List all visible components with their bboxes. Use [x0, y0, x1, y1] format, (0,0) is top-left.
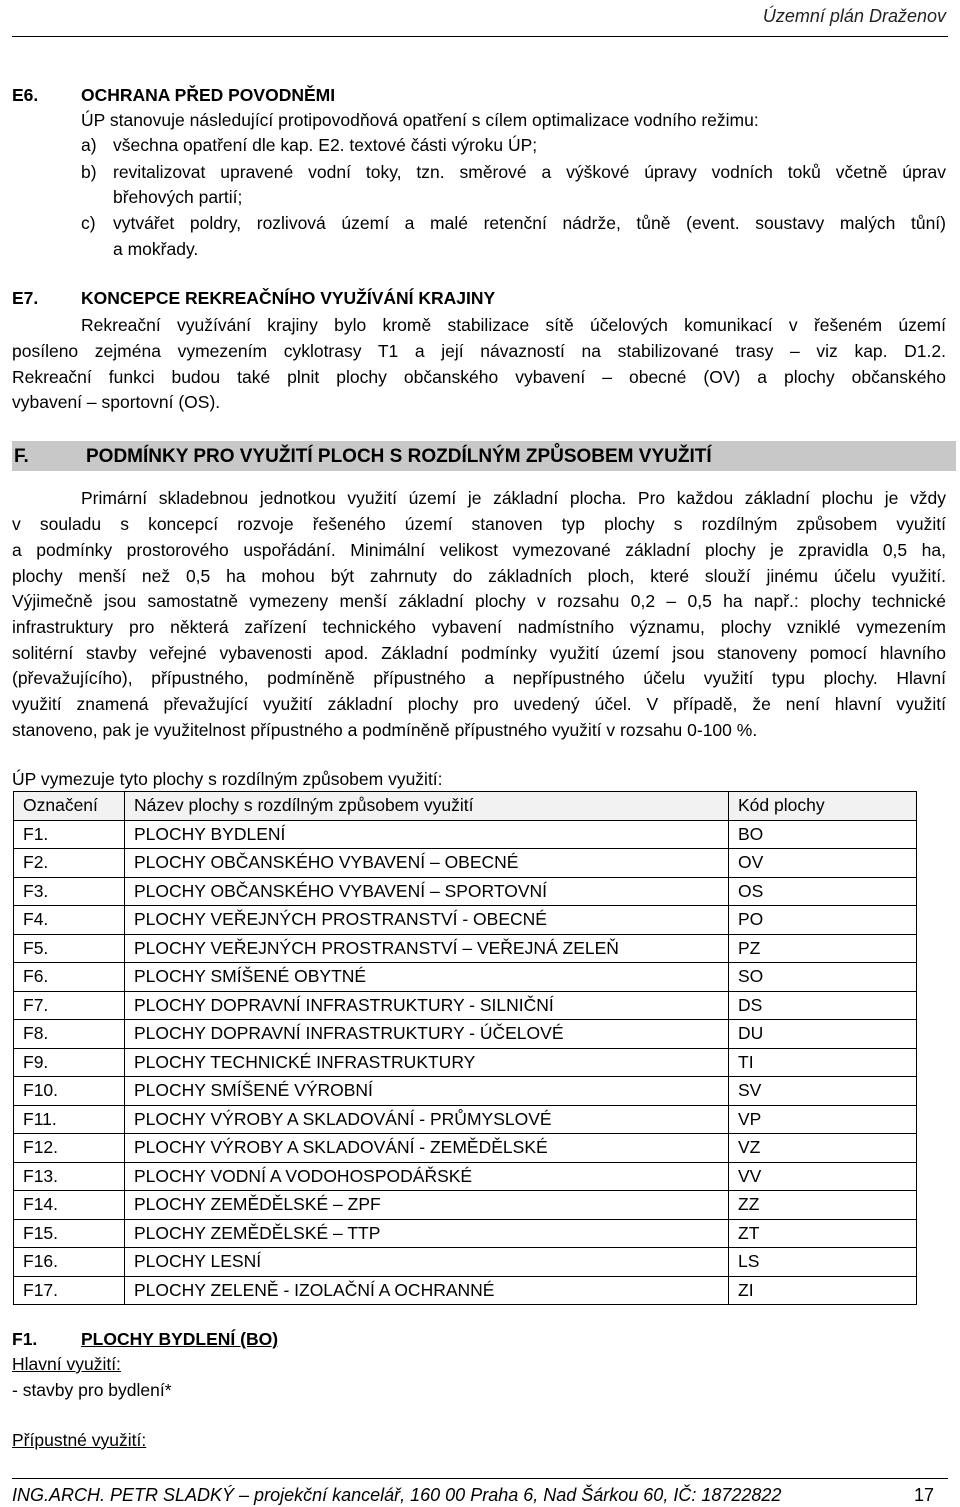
area-code-cell: ZT: [729, 1219, 917, 1248]
list-item-text: revitalizovat upravené vodní toky, tzn. směrové a výškové úpravy vodních toků včetně úprav: [113, 162, 946, 182]
area-name-cell: PLOCHY TECHNICKÉ INFRASTRUKTURY: [125, 1048, 729, 1077]
designation-cell: F7.: [14, 991, 125, 1020]
area-code-cell: VP: [729, 1105, 917, 1134]
area-name-cell: PLOCHY SMÍŠENÉ VÝROBNÍ: [125, 1077, 729, 1106]
main-use-label: Hlavní využití:: [12, 1354, 121, 1374]
paragraph-line: vybavení – sportovní (OS).: [12, 392, 221, 412]
area-code-cell: VZ: [729, 1134, 917, 1163]
area-code-cell: VV: [729, 1162, 917, 1191]
area-code-cell: ZZ: [729, 1191, 917, 1220]
area-name-cell: PLOCHY ZEMĚDĚLSKÉ – ZPF: [125, 1191, 729, 1220]
table-row: [14, 934, 917, 963]
section-f-heading-bar: [12, 441, 956, 471]
section-e6-title: OCHRANA PŘED POVODNĚMI: [81, 85, 336, 105]
area-name-cell: PLOCHY SMÍŠENÉ OBYTNÉ: [125, 963, 729, 992]
table-intro: ÚP vymezuje tyto plochy s rozdílným způsobem využití:: [12, 769, 443, 789]
area-name-cell: PLOCHY BYDLENÍ: [125, 820, 729, 849]
table-row: [14, 906, 917, 935]
page-number: 17: [913, 1485, 934, 1505]
section-f1-title: PLOCHY BYDLENÍ (BO): [81, 1329, 279, 1349]
table-row: [14, 820, 917, 849]
paragraph-line: stanoveno, pak je využitelnost přípustného a podmíněně přípustného využití v rozsahu 0-100 %.: [12, 720, 758, 740]
paragraph-line: (převažujícího), přípustného, podmíněně přípustného a nepřípustného účelu využití typu plochy. Hlavní: [12, 668, 946, 688]
table-row: [14, 1105, 917, 1134]
paragraph-line: využití znamená převažující využití základní plochy pro uvedený účel. V případě, že není hlavní využití: [12, 694, 946, 714]
table-row: [14, 963, 917, 992]
paragraph-line: a podmínky prostorového uspořádání. Minimální velikost vymezované základní plochy je zpravidla 0,5 ha,: [12, 540, 946, 560]
paragraph-line: solitérní stavby veřejné vybavenosti apod. Základní podmínky využití území jsou stanoveny pomocí hlavního: [12, 643, 946, 663]
area-code-cell: DS: [729, 991, 917, 1020]
paragraph-line: Výjimečně jsou samostatně vymezeny menší základní plochy v rozsahu 0,2 – 0,5 ha např.: plochy technické: [12, 591, 946, 611]
area-name-cell: PLOCHY VEŘEJNÝCH PROSTRANSTVÍ – VEŘEJNÁ ZELEŇ: [125, 934, 729, 963]
area-code-cell: BO: [729, 820, 917, 849]
designation-cell: F12.: [14, 1134, 125, 1163]
designation-cell: F3.: [14, 877, 125, 906]
table-row: [14, 1162, 917, 1191]
list-item-text: břehových partií;: [113, 187, 243, 207]
area-code-cell: OS: [729, 877, 917, 906]
paragraph-line: infrastruktury pro některá zařízení technického vybavení nadmístního významu, plochy vzniklé vymezením: [12, 617, 946, 637]
paragraph-line: Primární skladebnou jednotkou využití území je základní plocha. Pro každou základní plochu je vždy: [81, 488, 946, 508]
area-name-cell: PLOCHY LESNÍ: [125, 1248, 729, 1277]
designation-cell: F15.: [14, 1219, 125, 1248]
section-f1-number: F1.: [12, 1329, 38, 1349]
area-code-cell: PZ: [729, 934, 917, 963]
table-header-cell: Kód plochy: [729, 792, 917, 821]
designation-cell: F10.: [14, 1077, 125, 1106]
table-row: [14, 1219, 917, 1248]
designation-cell: F9.: [14, 1048, 125, 1077]
designation-cell: F16.: [14, 1248, 125, 1277]
designation-cell: F1.: [14, 820, 125, 849]
area-name-cell: PLOCHY ZEMĚDĚLSKÉ – TTP: [125, 1219, 729, 1248]
area-code-cell: PO: [729, 906, 917, 935]
area-code-cell: DU: [729, 1020, 917, 1049]
area-name-cell: PLOCHY OBČANSKÉHO VYBAVENÍ – OBECNÉ: [125, 849, 729, 878]
section-f-title: PODMÍNKY PRO VYUŽITÍ PLOCH S ROZDÍLNÝM ZPŮSOBEM VYUŽITÍ: [86, 446, 712, 467]
area-code-cell: SO: [729, 963, 917, 992]
paragraph-line: v souladu s koncepcí rozvoje řešeného území stanoven typ plochy s rozdílným způsobem využití: [12, 514, 946, 534]
area-code-cell: SV: [729, 1077, 917, 1106]
paragraph-line: posíleno zejména vymezením cyklotrasy T1 a její návazností na stabilizované trasy – viz kap. D1.2.: [12, 341, 946, 361]
area-code-cell: OV: [729, 849, 917, 878]
header-rule: [12, 36, 948, 37]
table-row: [14, 877, 917, 906]
main-use-item: - stavby pro bydlení*: [12, 1380, 172, 1400]
document-header-title: Územní plán Draženov: [762, 6, 946, 26]
section-f-number: F.: [14, 446, 29, 467]
footer-rule: [12, 1478, 948, 1479]
table-row: [14, 1077, 917, 1106]
list-item-label: a): [81, 135, 97, 155]
area-name-cell: PLOCHY VODNÍ A VODOHOSPODÁŘSKÉ: [125, 1162, 729, 1191]
designation-cell: F14.: [14, 1191, 125, 1220]
area-code-cell: TI: [729, 1048, 917, 1077]
area-name-cell: PLOCHY DOPRAVNÍ INFRASTRUKTURY - ÚČELOVÉ: [125, 1020, 729, 1049]
area-name-cell: PLOCHY VÝROBY A SKLADOVÁNÍ - PRŮMYSLOVÉ: [125, 1105, 729, 1134]
area-code-cell: ZI: [729, 1276, 917, 1305]
paragraph-line: Rekreační funkci budou také plnit plochy občanského vybavení – obecné (OV) a plochy občanského: [12, 367, 946, 387]
list-item-text: všechna opatření dle kap. E2. textové části výroku ÚP;: [113, 135, 538, 155]
section-e7-title: KONCEPCE REKREAČNÍHO VYUŽÍVÁNÍ KRAJINY: [81, 288, 496, 308]
table-header-row: [14, 792, 917, 821]
area-name-cell: PLOCHY ZELENĚ - IZOLAČNÍ A OCHRANNÉ: [125, 1276, 729, 1305]
designation-cell: F8.: [14, 1020, 125, 1049]
paragraph-line: Rekreační využívání krajiny bylo kromě stabilizace sítě účelových komunikací v řešeném území: [81, 315, 946, 335]
area-code-cell: LS: [729, 1248, 917, 1277]
table-header-cell: Název plochy s rozdílným způsobem využití: [125, 792, 729, 821]
designation-cell: F6.: [14, 963, 125, 992]
designation-cell: F4.: [14, 906, 125, 935]
table-row: [14, 1276, 917, 1305]
list-item-label: c): [81, 213, 96, 233]
list-item-text: vytvářet poldry, rozlivová území a malé retenční nádrže, tůně (event. soustavy malých tůní): [113, 213, 946, 233]
table-row: [14, 1248, 917, 1277]
designation-cell: F5.: [14, 934, 125, 963]
designation-cell: F11.: [14, 1105, 125, 1134]
area-name-cell: PLOCHY DOPRAVNÍ INFRASTRUKTURY - SILNIČNÍ: [125, 991, 729, 1020]
table-row: [14, 991, 917, 1020]
designation-cell: F2.: [14, 849, 125, 878]
table-header-cell: Označení: [14, 792, 125, 821]
designation-cell: F13.: [14, 1162, 125, 1191]
table-row: [14, 849, 917, 878]
area-name-cell: PLOCHY VEŘEJNÝCH PROSTRANSTVÍ - OBECNÉ: [125, 906, 729, 935]
land-use-table: [13, 791, 917, 1305]
footer-text: ING.ARCH. PETR SLADKÝ – projekční kancelář, 160 00 Praha 6, Nad Šárkou 60, IČ: 18722822: [12, 1485, 782, 1505]
area-name-cell: PLOCHY OBČANSKÉHO VYBAVENÍ – SPORTOVNÍ: [125, 877, 729, 906]
paragraph-line: plochy menší než 0,5 ha mohou být zahrnuty do základních ploch, které slouží jinému účelu využití.: [12, 566, 946, 586]
area-name-cell: PLOCHY VÝROBY A SKLADOVÁNÍ - ZEMĚDĚLSKÉ: [125, 1134, 729, 1163]
list-item-text: a mokřady.: [113, 239, 199, 259]
section-e6-intro: ÚP stanovuje následující protipovodňová opatření s cílem optimalizace vodního režimu:: [81, 110, 759, 130]
table-row: [14, 1020, 917, 1049]
section-e6-number: E6.: [12, 85, 39, 105]
table-row: [14, 1048, 917, 1077]
designation-cell: F17.: [14, 1276, 125, 1305]
allowed-use-label: Přípustné využití:: [12, 1430, 147, 1450]
table-row: [14, 1134, 917, 1163]
table-row: [14, 1191, 917, 1220]
list-item-label: b): [81, 162, 97, 182]
section-e7-number: E7.: [12, 288, 39, 308]
